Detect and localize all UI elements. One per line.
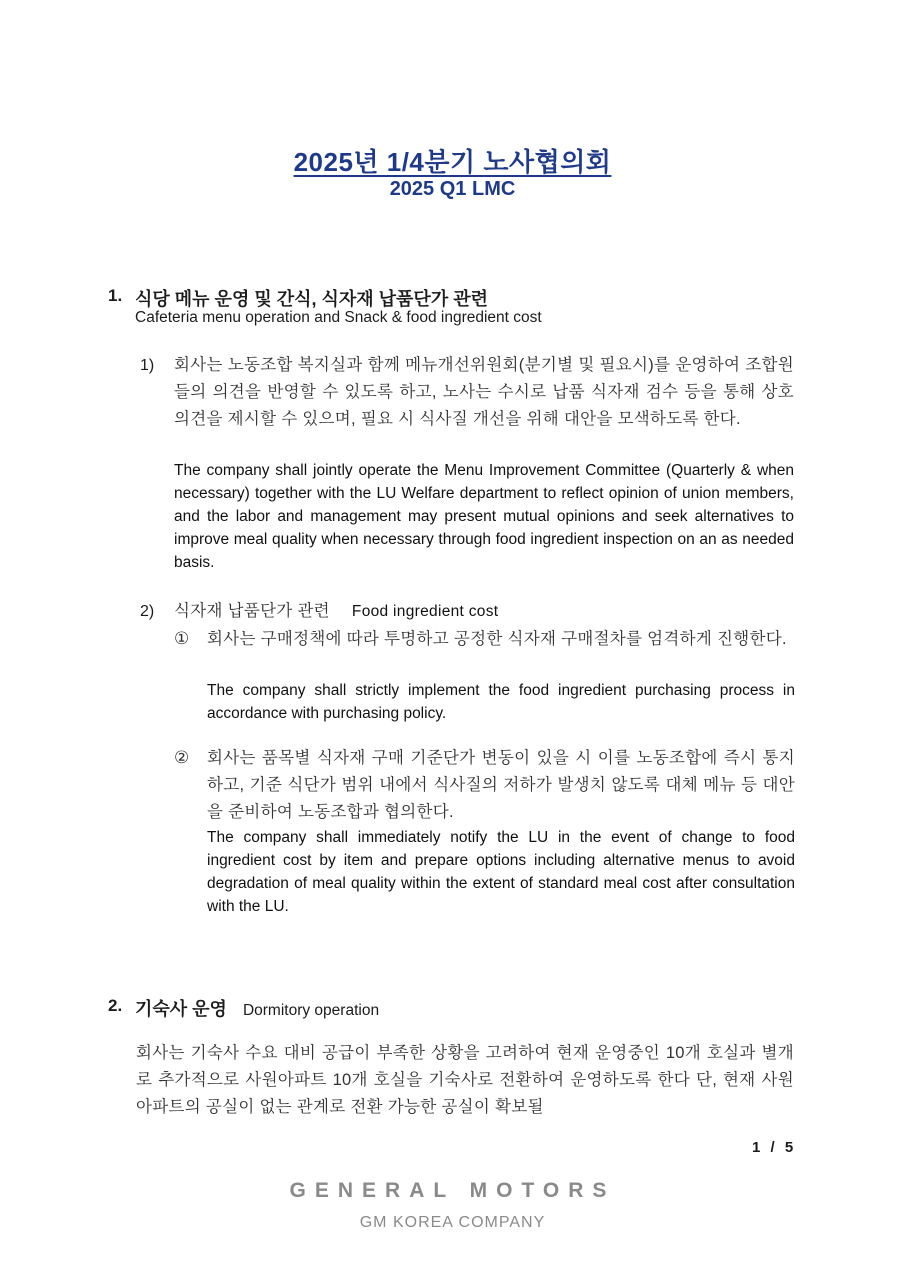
page-number: 1 / 5 — [752, 1139, 797, 1156]
section1-number: 1. — [108, 286, 123, 305]
document-title-korean — [0, 142, 905, 179]
brand-logo-text: GENERAL MOTORS — [289, 1179, 616, 1202]
section2-text-korean: 회사는 기숙사 수요 대비 공급이 부족한 상황을 고려하여 현재 운영중인 10개 호실과 별개로 추가적으로 사원아파트 10개 호실을 기숙사로 전환하여 운영하도록 한다 단, 현재 사원아파트의 공실이 없는 관계로 전환 가능한 공실이 확보될 — [136, 1044, 794, 1116]
item2-heading — [174, 598, 794, 625]
section2-number: 2. — [108, 996, 123, 1015]
section2-heading-english: Dormitory operation — [242, 1002, 380, 1019]
sub1-text-korean: 회사는 구매정책에 따라 투명하고 공정한 식자재 구매절차를 엄격하게 진행한다. — [207, 630, 787, 648]
sub1-marker: ① — [174, 629, 190, 648]
sub2-text-english: The company shall immediately notify the LU in the event of change to food ingredient cost by item and prepare options including alternative menus to avoid degradation of meal quality within the extent of standard meal cost after consultation with the LU. — [207, 829, 795, 915]
sub2-marker: ② — [174, 748, 190, 767]
section1-heading-korean: 식당 메뉴 운영 및 간식, 식자재 납품단가 관련 — [135, 289, 488, 309]
document-title-english: 2025 Q1 LMC — [389, 178, 516, 200]
sub2-text-korean: 회사는 품목별 식자재 구매 기준단가 변동이 있을 시 이를 노동조합에 즉시 통지하고, 기준 식단가 범위 내에서 식사질의 저하가 발생치 않도록 대체 메뉴 등 대안을 준비하여 노동조합과 협의한다. — [207, 749, 795, 821]
title-korean-text: 2025년 1/4분기 노사협의회 — [293, 147, 612, 177]
section2-heading-korean: 기숙사 운영 — [135, 999, 227, 1019]
section2-heading — [135, 995, 379, 1021]
sub1-text-english: The company shall strictly implement the food ingredient purchasing process in accordance with purchasing policy. — [207, 682, 795, 722]
item1-marker: 1) — [140, 357, 155, 374]
section1-heading-english: Cafeteria menu operation and Snack & food ingredient cost — [135, 309, 542, 326]
item2-heading-english: Food ingredient cost — [351, 603, 499, 620]
item1-text-korean: 회사는 노동조합 복지실과 함께 메뉴개선위원회(분기별 및 필요시)를 운영하여 조합원들의 의견을 반영할 수 있도록 하고, 노사는 수시로 납품 식자재 검수 등을 통해 상호 의견을 제시할 수 있으며, 필요 시 식사질 개선을 위해 대안을 모색하도록 한다. — [174, 356, 794, 428]
company-name: GM KOREA COMPANY — [359, 1214, 546, 1231]
item2-heading-korean: 식자재 납품단가 관련 — [174, 602, 330, 620]
item1-text-english: The company shall jointly operate the Menu Improvement Committee (Quarterly & when necessary) together with the LU Welfare department to reflect opinion of union members, and the labor and management may present mutual opinions and seek alternatives to improve meal quality when necessary through food ingredient inspection on an as needed basis. — [174, 462, 794, 571]
item2-marker: 2) — [140, 603, 155, 620]
